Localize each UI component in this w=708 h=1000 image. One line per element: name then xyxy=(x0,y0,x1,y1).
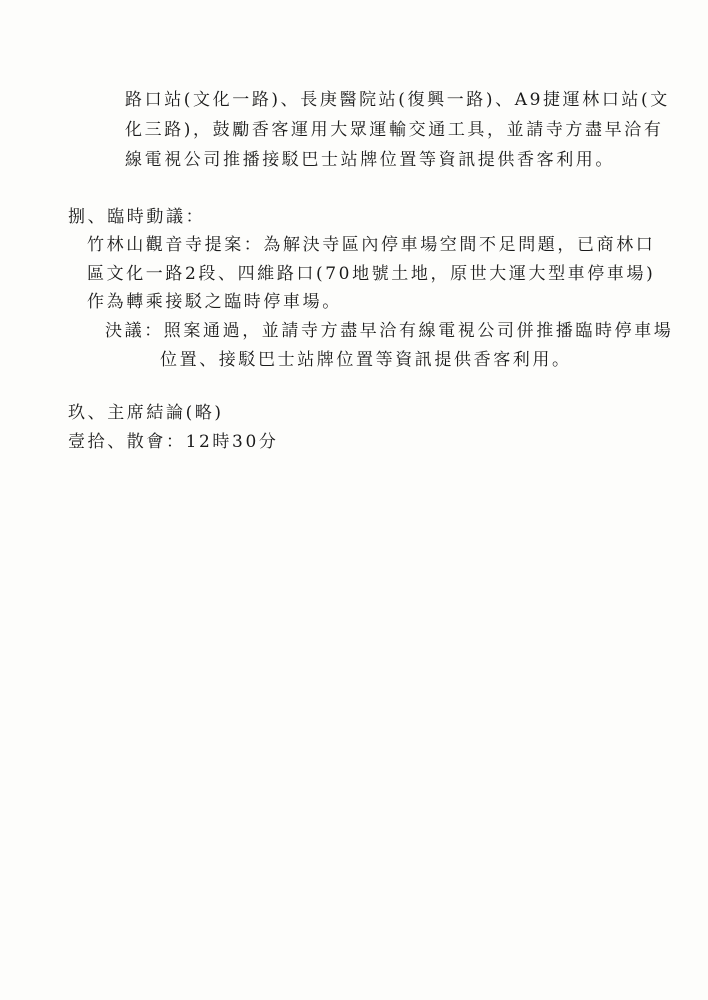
paragraph-line: 路口站(文化一路)、長庚醫院站(復興一路)、A9捷運林口站(文 xyxy=(125,90,670,110)
proposal-line: 竹林山觀音寺提案：為解決寺區內停車場空間不足問題，已商林口 xyxy=(87,235,656,255)
section-heading-extempore-motions: 捌、臨時動議： xyxy=(68,207,206,227)
resolution-line: 位置、接駁巴士站牌位置等資訊提供香客利用。 xyxy=(160,350,572,370)
section-chair-conclusion: 玖、主席結論(略) xyxy=(68,403,224,423)
section-adjournment: 壹拾、散會：12時30分 xyxy=(68,432,279,452)
proposal-line: 作為轉乘接駁之臨時停車場。 xyxy=(87,292,342,312)
paragraph-line: 線電視公司推播接駁巴士站牌位置等資訊提供香客利用。 xyxy=(125,150,615,170)
proposal-line: 區文化一路2段、四維路口(70地號土地，原世大運大型車停車場) xyxy=(87,264,656,284)
paragraph-line: 化三路)，鼓勵香客運用大眾運輸交通工具，並請寺方盡早洽有 xyxy=(125,120,664,140)
resolution-line: 決議：照案通過，並請寺方盡早洽有線電視公司併推播臨時停車場 xyxy=(105,321,674,341)
